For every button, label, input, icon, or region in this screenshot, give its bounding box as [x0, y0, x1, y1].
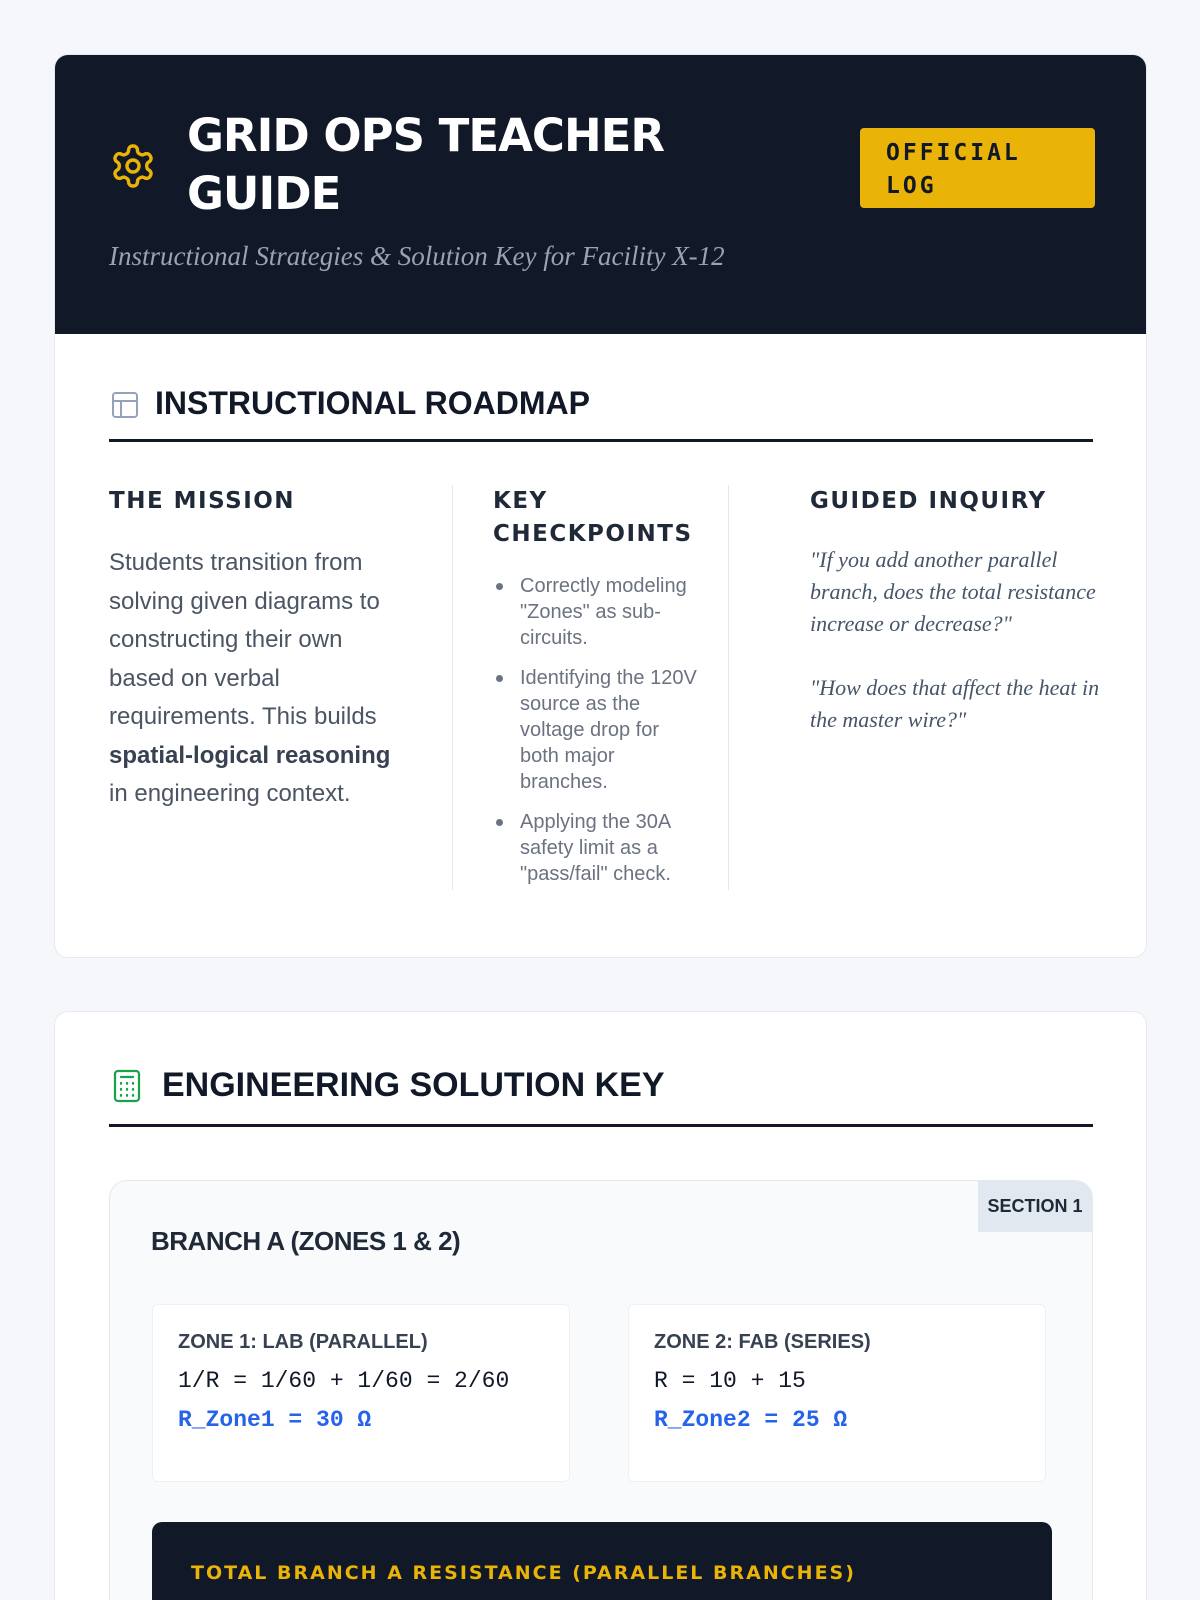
solution-key-title: ENGINEERING SOLUTION KEY: [162, 1066, 665, 1104]
total-resistance-box: [152, 1522, 1052, 1600]
page-subtitle: Instructional Strategies & Solution Key for Facility X-12: [109, 241, 725, 271]
zone-2-card: [628, 1304, 1046, 1482]
official-log-badge: OFFICIAL LOG: [860, 128, 1095, 208]
inquiry-question: "If you add another parallel branch, does the total resistance increase or decrease?": [810, 547, 1096, 636]
section-tag: SECTION 1: [978, 1181, 1092, 1232]
calculator-icon: [109, 1068, 145, 1104]
mission-column: [109, 485, 409, 814]
checkpoints-heading: KEY CHECKPOINTS: [493, 488, 693, 547]
zone-result: R_Zone1 = 30 Ω: [178, 1407, 372, 1433]
list-item: Identifying the 120V source as the voltage drop for both major branches.: [493, 665, 698, 795]
zone-1-card: [152, 1304, 570, 1482]
zone-title: ZONE 1: LAB (PARALLEL): [178, 1331, 428, 1353]
zone-equation: R = 10 + 15: [654, 1368, 806, 1394]
solution-key-card: [54, 1011, 1147, 1600]
zone-equation: 1/R = 1/60 + 1/60 = 2/60: [178, 1368, 510, 1394]
inquiry-column: [810, 485, 1110, 768]
roadmap-section-header: [109, 385, 1093, 442]
hero-header: [55, 55, 1146, 334]
branch-title: BRANCH A (ZONES 1 & 2): [151, 1226, 461, 1256]
mission-emphasis: spatial-logical reasoning: [109, 741, 391, 769]
inquiry-question: "How does that affect the heat in the master wire?": [810, 675, 1100, 732]
mission-text: Students transition from solving given diagrams to constructing their own based on verbal requirements. This builds spatial-logical reasoning in engineering context.: [109, 549, 391, 807]
guide-card: [54, 54, 1147, 958]
layout-icon: [109, 389, 141, 421]
list-item: Correctly modeling "Zones" as sub-circuits.: [493, 573, 698, 651]
roadmap-title: INSTRUCTIONAL ROADMAP: [155, 385, 590, 421]
checkpoints-column: [452, 485, 729, 890]
page-title: GRID OPS TEACHER GUIDE: [187, 109, 665, 220]
inquiry-heading: GUIDED INQUIRY: [810, 488, 1047, 514]
total-resistance-label: TOTAL BRANCH A RESISTANCE (PARALLEL BRANCHES): [191, 1562, 856, 1584]
branch-a-box: [109, 1180, 1093, 1600]
zone-title: ZONE 2: FAB (SERIES): [654, 1331, 871, 1353]
solution-section-header: [109, 1062, 1093, 1127]
mission-heading: THE MISSION: [109, 488, 296, 514]
checkpoints-list: [493, 573, 698, 887]
gear-icon: [109, 142, 157, 190]
zone-result: R_Zone2 = 25 Ω: [654, 1407, 848, 1433]
list-item: Applying the 30A safety limit as a "pass/fail" check.: [493, 809, 698, 887]
